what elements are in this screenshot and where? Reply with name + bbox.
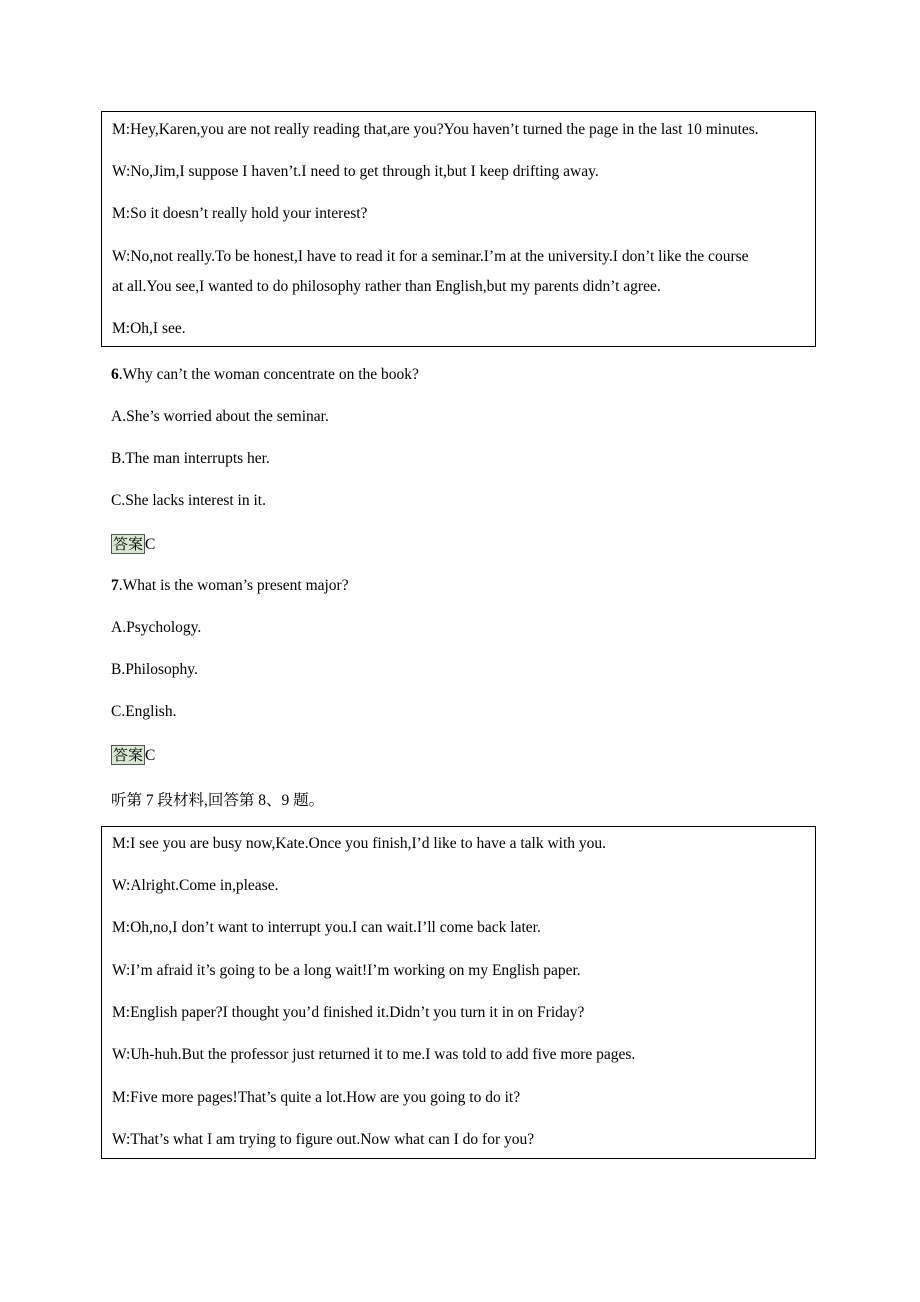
dialogue-line: M:Hey,Karen,you are not really reading that,are you?You haven’t turned the page in the last 10 minutes. bbox=[112, 121, 759, 138]
question-6: 6.Why can’t the woman concentrate on the book? bbox=[111, 366, 419, 383]
dialogue-line: W:I’m afraid it’s going to be a long wait!I’m working on my English paper. bbox=[112, 962, 581, 979]
answer-badge: 答案 bbox=[113, 746, 144, 764]
dialogue-line: W:Uh-huh.But the professor just returned it to me.I was told to add five more pages. bbox=[112, 1046, 636, 1063]
dialogue-line: W:No,not really.To be honest,I have to read it for a seminar.I’m at the university.I don’t like the course bbox=[112, 248, 749, 265]
instruction: 听第 7 段材料,回答第 8、9 题。 bbox=[111, 792, 325, 809]
option-b: B.Philosophy. bbox=[111, 661, 198, 678]
option-b: B.The man interrupts her. bbox=[111, 450, 270, 467]
dialogue-line: W:Alright.Come in,please. bbox=[112, 877, 279, 894]
dialogue-line: W:No,Jim,I suppose I haven’t.I need to get through it,but I keep drifting away. bbox=[112, 163, 599, 180]
dialogue-line: M:English paper?I thought you’d finished it.Didn’t you turn it in on Friday? bbox=[112, 1004, 585, 1021]
answer-badge: 答案 bbox=[113, 535, 144, 553]
dialogue-box-2 bbox=[101, 826, 816, 1159]
answer-7: 答案 C bbox=[113, 746, 156, 764]
question-7: 7.What is the woman’s present major? bbox=[111, 577, 349, 594]
dialogue-line: M:I see you are busy now,Kate.Once you finish,I’d like to have a talk with you. bbox=[112, 835, 607, 852]
dialogue-line: M:Five more pages!That’s quite a lot.How are you going to do it? bbox=[112, 1089, 521, 1106]
dialogue-line: M:Oh,I see. bbox=[112, 320, 186, 337]
dialogue-line: at all.You see,I wanted to do philosophy rather than English,but my parents didn’t agree. bbox=[112, 278, 661, 295]
option-c: C.She lacks interest in it. bbox=[111, 492, 266, 509]
dialogue-box-1 bbox=[101, 111, 816, 347]
option-a: A.She’s worried about the seminar. bbox=[111, 408, 329, 425]
dialogue-line: W:That’s what I am trying to figure out.Now what can I do for you? bbox=[112, 1131, 535, 1148]
dialogue-line: M:Oh,no,I don’t want to interrupt you.I can wait.I’ll come back later. bbox=[112, 919, 541, 936]
option-a: A.Psychology. bbox=[111, 619, 202, 636]
answer-6: 答案 C bbox=[113, 535, 156, 553]
dialogue-line: M:So it doesn’t really hold your interest? bbox=[112, 205, 368, 222]
option-c: C.English. bbox=[111, 703, 177, 720]
